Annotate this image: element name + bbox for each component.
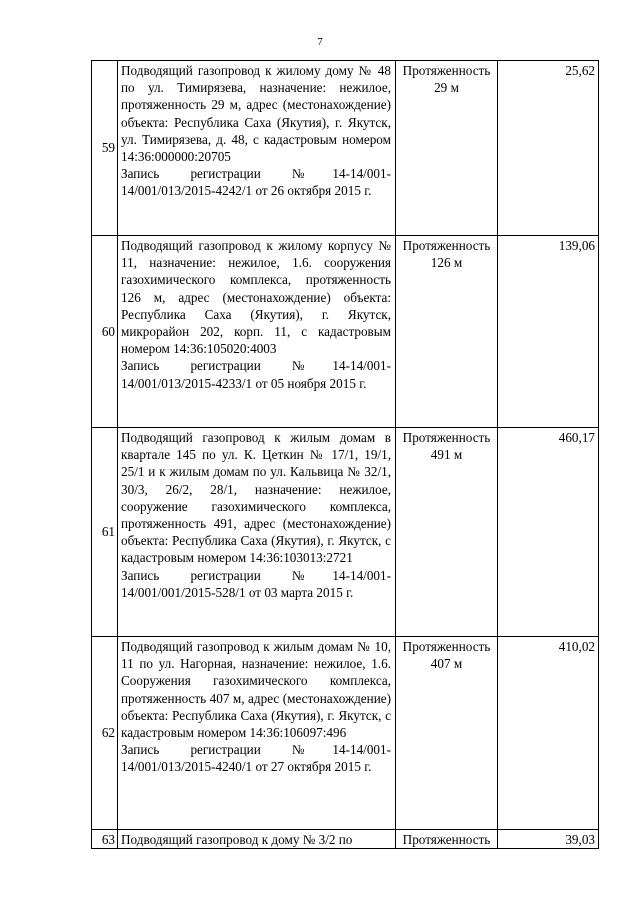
row-number: 62 — [92, 637, 118, 830]
row-number: 61 — [92, 428, 118, 637]
value-cell: 460,17 — [498, 428, 599, 637]
page-number: 7 — [317, 36, 323, 48]
row-number: 60 — [92, 236, 118, 428]
row-number: 59 — [92, 61, 118, 236]
length-label: Протяженность — [402, 238, 491, 253]
length-value: 491 м — [430, 447, 463, 463]
length-label: Протяженность — [402, 639, 491, 654]
description-text: Подводящий газопровод к дому № 3/2 по — [121, 832, 353, 847]
table-row — [92, 830, 599, 849]
table-row — [92, 428, 599, 637]
object-description — [118, 236, 396, 428]
length-label: Протяженность — [402, 832, 491, 847]
table-row — [92, 61, 599, 236]
length-cell — [396, 830, 498, 849]
description-text: Подводящий газопровод к жилому корпусу № 11, назначение: нежилое, 1.6. сооружения газохимического комплекса, протяженность 126 м, адрес (местонахождение) объекта: Республика Саха (Якутия), г. Якутск, микрорайон 202, корп. 11, с кадастровым номером 14:36:105020:4003 — [121, 238, 391, 357]
length-label: Протяженность — [402, 63, 491, 78]
row-number: 63 — [92, 830, 118, 849]
object-description — [118, 637, 396, 830]
object-description — [118, 61, 396, 236]
registration-record: Запись регистрации №14-14/001-14/001/013/2015-4242/1 от 26 октября 2015 г. — [121, 166, 391, 199]
object-description — [118, 830, 396, 849]
length-cell — [396, 236, 498, 428]
value-cell: 410,02 — [498, 637, 599, 830]
length-cell — [396, 61, 498, 236]
registration-record: Запись регистрации №14-14/001-14/001/013/2015-4240/1 от 27 октября 2015 г. — [121, 742, 391, 775]
registration-record: Запись регистрации №14-14/001-14/001/013/2015-4233/1 от 05 ноября 2015 г. — [121, 358, 391, 391]
registration-record: Запись регистрации №14-14/001-14/001/001/2015-528/1 от 03 марта 2015 г. — [121, 567, 391, 600]
description-text: Подводящий газопровод к жилому дому № 48 по ул. Тимирязева, назначение: нежилое, протяженность 29 м, адрес (местонахождение) объекта: Республика Саха (Якутия), г. Якутск, ул. Тимирязева, д. 48, с кадастровым номером 14:36:000000:20705 — [121, 63, 391, 165]
value-cell: 39,03 — [498, 830, 599, 849]
value-cell: 139,06 — [498, 236, 599, 428]
property-table — [91, 60, 599, 849]
value-cell: 25,62 — [498, 61, 599, 236]
length-cell — [396, 637, 498, 830]
length-value: 407 м — [430, 656, 463, 672]
length-label: Протяженность — [402, 430, 491, 445]
table-row — [92, 236, 599, 428]
length-value: 126 м — [430, 255, 463, 271]
length-value: 29 м — [434, 80, 459, 96]
table-row — [92, 637, 599, 830]
object-description — [118, 428, 396, 637]
description-text: Подводящий газопровод к жилым домам в квартале 145 по ул. К. Цеткин № 17/1, 19/1, 25/1 и к жилым домам по ул. Кальвица № 32/1, 30/3, 26/2, 28/1, назначение: нежилое, сооружение газохимического комплекса, протяженность 491, адрес (местонахождение) объекта: Республика Саха (Якутия), г. Якутск, с кадастровым номером 14:36:103013:2721 — [121, 430, 391, 566]
length-cell — [396, 428, 498, 637]
description-text: Подводящий газопровод к жилым домам № 10, 11 по ул. Нагорная, назначение: нежилое, 1.6. Сооружения газохимического комплекса, протяженность 407 м, адрес (местонахождение) объекта: Республика Саха (Якутия), г. Якутск, с кадастровым номером 14:36:106097:496 — [121, 639, 391, 741]
